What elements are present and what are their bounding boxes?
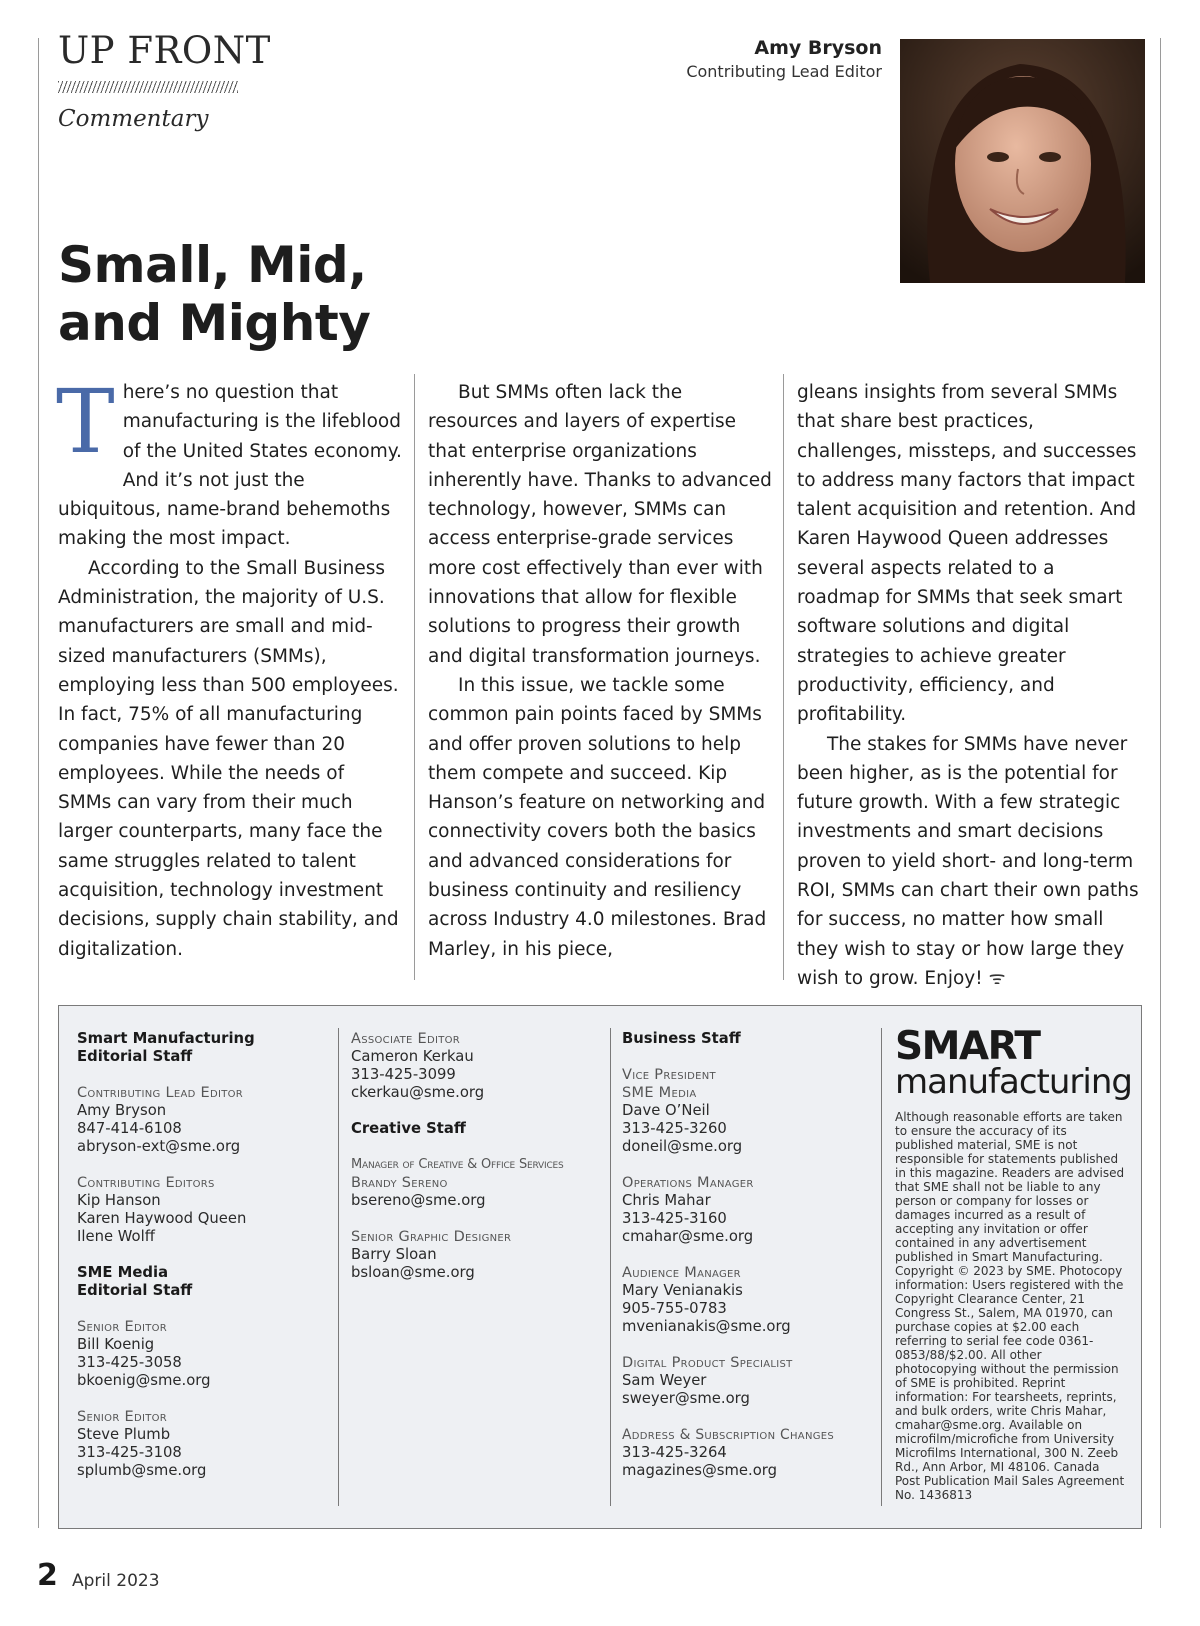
staff-phone: 313-425-3099 xyxy=(351,1066,456,1083)
staff-name: Sam Weyer xyxy=(622,1372,707,1389)
staff-title: Senior Editor xyxy=(77,1409,168,1425)
column-rule-2 xyxy=(783,374,784,980)
staff-name: Barry Sloan xyxy=(351,1246,437,1263)
author-portrait-image xyxy=(900,39,1145,283)
article-paragraph: In this issue, we tackle some common pain points faced by SMMs and offer proven solutions to help them compete and succeed. Kip Hanson’s feature on networking and connectivity covers both the basics and advanced considerations for business continuity and resiliency across Industry 4.0 milestones. Brad Marley, in his piece, xyxy=(428,674,767,960)
staff-email[interactable]: magazines@sme.org xyxy=(622,1462,778,1479)
staff-name: Ilene Wolff xyxy=(77,1228,155,1245)
staff-title: Audience Manager xyxy=(622,1265,741,1281)
article-paragraph xyxy=(56,370,403,554)
staff-phone: 313-425-3108 xyxy=(77,1444,182,1461)
left-margin-rule xyxy=(38,38,39,1528)
staff-title: Operations Manager xyxy=(622,1175,754,1191)
section-hatch-rule xyxy=(58,81,238,93)
staff-name: Dave O’Neil xyxy=(622,1102,710,1119)
staff-title: Senior Editor xyxy=(77,1319,168,1335)
section-label: UP FRONT xyxy=(58,29,271,72)
staff-heading: Smart Manufacturing xyxy=(77,1030,255,1047)
staff-name: Steve Plumb xyxy=(77,1426,171,1443)
staff-name: Cameron Kerkau xyxy=(351,1048,474,1065)
end-mark-icon: ᯤ xyxy=(988,967,1006,989)
staff-phone: 313-425-3264 xyxy=(622,1444,727,1461)
staff-email[interactable]: bsereno@sme.org xyxy=(351,1192,486,1209)
logo-line-manufacturing: manufacturing xyxy=(895,1062,1132,1102)
staff-name: Karen Haywood Queen xyxy=(77,1210,247,1227)
logo-line-smart: SMART xyxy=(895,1024,1040,1069)
staff-title: SME Media xyxy=(622,1085,697,1101)
issue-date: April 2023 xyxy=(72,1571,160,1591)
staff-heading: Business Staff xyxy=(622,1030,741,1047)
page-number: 2 xyxy=(37,1558,58,1593)
staff-title: Contributing Editors xyxy=(77,1175,215,1191)
staff-heading: SME Media xyxy=(77,1264,169,1281)
staff-heading: Editorial Staff xyxy=(77,1282,193,1299)
staff-name: Amy Bryson xyxy=(77,1102,167,1119)
headline-line-2: and Mighty xyxy=(58,294,371,352)
staff-email[interactable]: abryson-ext@sme.org xyxy=(77,1138,241,1155)
staff-column-rule xyxy=(881,1028,882,1506)
staff-title: Senior Graphic Designer xyxy=(351,1229,512,1245)
staff-phone: 313-425-3160 xyxy=(622,1210,727,1227)
staff-name: Kip Hanson xyxy=(77,1192,161,1209)
article-paragraph: gleans insights from several SMMs that share best practices, challenges, missteps, and successes to address many factors that impact talent acquisition and retention. And Karen Haywood Queen addresses several aspects related to a roadmap for SMMs that seek smart software solutions and digital strategies to achieve greater productivity, efficiency, and profitability. xyxy=(797,382,1137,726)
paragraph-text: here’s no question that manufacturing is the lifeblood of the United States economy. And it’s not just the ubiquitous, name-brand behemoths making the most impact. xyxy=(58,382,402,550)
staff-title: Manager of Creative & Office Services xyxy=(351,1157,564,1172)
smart-manufacturing-logo xyxy=(895,1024,1135,1102)
article-paragraph: But SMMs often lack the resources and layers of expertise that enterprise organizations inherently have. Thanks to advanced technology, however, SMMs can access enterprise-grade services more cost effectively than ever with innovations that allow for flexible solutions to progress their growth and digital transformation journeys. xyxy=(428,382,772,667)
staff-name: Brandy Sereno xyxy=(351,1175,448,1191)
staff-title: Contributing Lead Editor xyxy=(77,1085,244,1101)
staff-phone: 905-755-0783 xyxy=(622,1300,727,1317)
legal-disclaimer: Although reasonable efforts are taken to ensure the accuracy of its published material, SME is not responsible for statements published in this magazine. Readers are advised that SME shall not be liable to any person or company for losses or damages incurred as a result of accepting any invitation or offer contained in any advertisement published in Smart Manufacturing. Copyright © 2023 by SME. Photocopy information: Users registered with the Copyright Clearance Center, 21 Congress St., Salem, MA 01970, can purchase copies at $2.00 each referring to serial fee code 0361-0853/88/$2.00. All other photocopying without the permission of SME is prohibited. Reprint information: For tearsheets, reprints, and bulk orders, write Chris Mahar, cmahar@sme.org. Available on microfilm/microfiche from University Microfilms International, 300 N. Zeeb Rd., Ann Arbor, MI 48106. Canada Post Publication Mail Sales Agreement No. 1436813 xyxy=(895,1110,1125,1502)
staff-column-rule xyxy=(338,1028,339,1506)
staff-name: Mary Venianakis xyxy=(622,1282,743,1299)
author-byline xyxy=(686,38,882,81)
author-name: Amy Bryson xyxy=(754,37,882,59)
staff-title: Digital Product Specialist xyxy=(622,1355,793,1371)
staff-title: Vice President xyxy=(622,1067,716,1083)
staff-name: Chris Mahar xyxy=(622,1192,711,1209)
staff-phone: 847-414-6108 xyxy=(77,1120,182,1137)
headline-line-1: Small, Mid, xyxy=(58,236,367,294)
article-headline xyxy=(58,236,370,352)
author-portrait xyxy=(900,39,1145,283)
staff-email[interactable]: sweyer@sme.org xyxy=(622,1390,750,1407)
staff-email[interactable]: ckerkau@sme.org xyxy=(351,1084,485,1101)
staff-email[interactable]: cmahar@sme.org xyxy=(622,1228,754,1245)
staff-email[interactable]: splumb@sme.org xyxy=(77,1462,207,1479)
staff-email[interactable]: bkoenig@sme.org xyxy=(77,1372,211,1389)
article-paragraph xyxy=(797,730,1143,994)
drop-cap: T xyxy=(56,370,115,473)
staff-column-4 xyxy=(895,1024,1135,1502)
staff-column-rule xyxy=(610,1028,611,1506)
article-column-3 xyxy=(797,378,1143,993)
staff-phone: 313-425-3260 xyxy=(622,1120,727,1137)
staff-title: Address & Subscription Changes xyxy=(622,1427,835,1443)
right-margin-rule xyxy=(1160,38,1161,1528)
staff-email[interactable]: doneil@sme.org xyxy=(622,1138,743,1155)
staff-column-3 xyxy=(622,1030,882,1498)
column-rule-1 xyxy=(414,374,415,980)
staff-phone: 313-425-3058 xyxy=(77,1354,182,1371)
article-paragraph: According to the Small Business Administration, the majority of U.S. manufacturers are small and mid-sized manufacturers (SMMs), employing less than 500 employees. In fact, 75% of all manufacturing companies have fewer than 20 employees. While the needs of SMMs can vary from their much larger counterparts, many face the same struggles related to talent acquisition, technology investment decisions, supply chain stability, and digitalization. xyxy=(58,557,399,960)
staff-email[interactable]: bsloan@sme.org xyxy=(351,1264,475,1281)
staff-title: Associate Editor xyxy=(351,1031,461,1047)
staff-column-2 xyxy=(351,1030,606,1300)
masthead-staff-box xyxy=(58,1005,1142,1529)
staff-email[interactable]: mvenianakis@sme.org xyxy=(622,1318,791,1335)
author-role: Contributing Lead Editor xyxy=(686,61,882,81)
staff-name: Bill Koenig xyxy=(77,1336,155,1353)
paragraph-text: The stakes for SMMs have never been higher, as is the potential for future growth. With a few strategic investments and smart decisions proven to yield short- and long-term ROI, SMMs can chart their own paths for success, no matter how small they wish to stay or how large they wish to grow. Enjoy! xyxy=(797,733,1139,989)
staff-column-1 xyxy=(77,1030,327,1498)
staff-heading: Creative Staff xyxy=(351,1120,466,1137)
staff-heading: Editorial Staff xyxy=(77,1048,193,1065)
article-column-1 xyxy=(56,370,403,964)
article-column-2 xyxy=(428,378,773,964)
section-subhead: Commentary xyxy=(58,106,209,132)
